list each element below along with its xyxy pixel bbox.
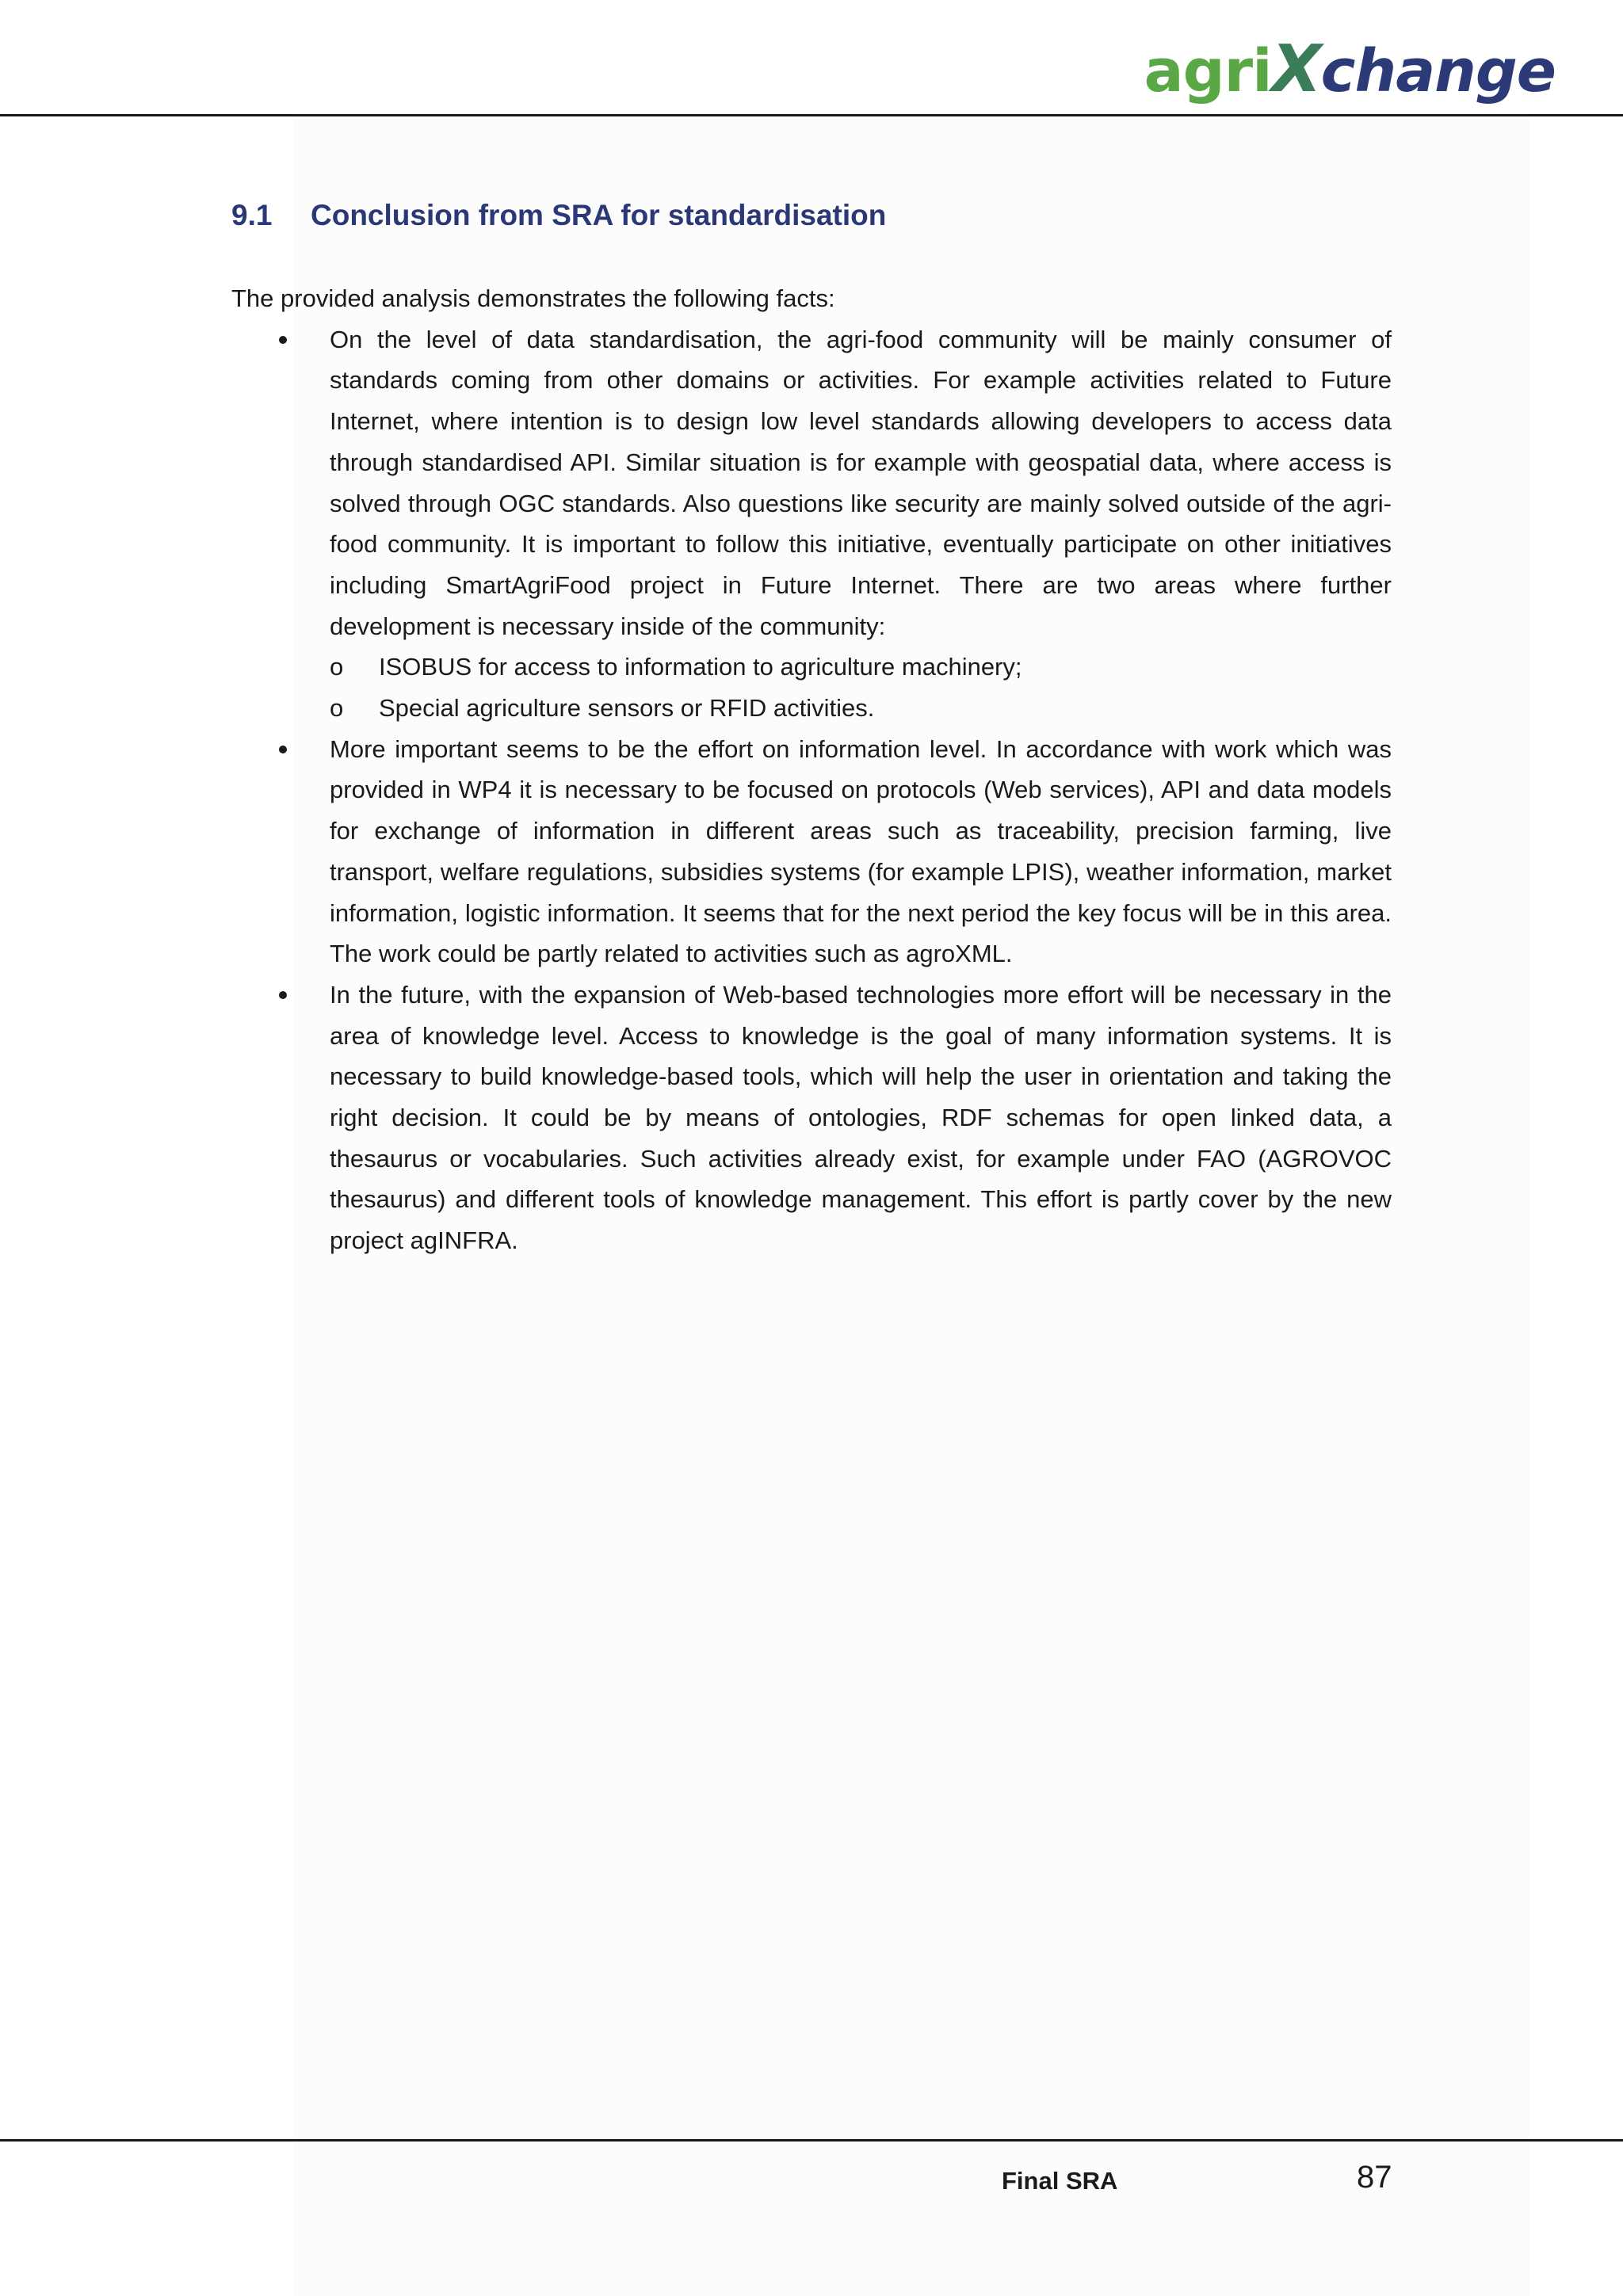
page-number: 87 bbox=[1357, 2160, 1392, 2195]
intro-paragraph: The provided analysis demonstrates the following facts: bbox=[231, 284, 835, 312]
list-item-text: More important seems to be the effort on information level. In accordance with work which was provided in WP4 it is necessary to be focused on protocols (Web services), API and data models for exchange of information in different areas such as traceability, precision farming, live transport, welfare regulations, subsidies systems (for example LPIS), weather information, market information, logistic information. It seems that for the next period the key focus will be in this area. The work could be partly related to activities such as agroXML. bbox=[330, 734, 1392, 968]
bullet-icon bbox=[279, 729, 311, 770]
section-heading bbox=[231, 193, 886, 238]
logo-agri-text: agri bbox=[1144, 37, 1272, 105]
logo-x-text: X bbox=[1271, 32, 1321, 107]
footer-divider bbox=[0, 2139, 1623, 2142]
circle-bullet-icon: o bbox=[330, 653, 344, 681]
logo-change-text: change bbox=[1320, 37, 1556, 105]
bullet-icon bbox=[279, 974, 311, 1016]
list-item bbox=[231, 319, 1392, 729]
sub-list-item bbox=[231, 646, 1392, 688]
list-item bbox=[231, 974, 1392, 1261]
list-item-text: In the future, with the expansion of Web-based technologies more effort will be necessary in the area of knowledge level. Access to knowledge is the goal of many information systems. It is necessary to build knowledge-based tools, which will help the user in orientation and taking the right decision. It could be by means of ontologies, RDF schemas for open linked data, a thesaurus or vocabularies. Such activities already exist, for example under FAO (AGROVOC thesaurus) and different tools of knowledge management. This effort is partly cover by the new project agINFRA. bbox=[330, 980, 1392, 1255]
section-title: Conclusion from SRA for standardisation bbox=[311, 199, 887, 231]
facts-list bbox=[231, 319, 1392, 1261]
list-item bbox=[231, 729, 1392, 974]
bullet-icon bbox=[279, 319, 311, 360]
circle-bullet-icon: o bbox=[330, 694, 344, 723]
footer-label: Final SRA bbox=[1002, 2167, 1118, 2195]
sub-list-item bbox=[231, 688, 1392, 729]
sub-list bbox=[231, 646, 1392, 728]
agrixchange-logo bbox=[1144, 30, 1556, 109]
header-divider bbox=[0, 114, 1623, 116]
sub-list-item-text: Special agriculture sensors or RFID activities. bbox=[379, 694, 875, 723]
list-item-text: On the level of data standardisation, the agri-food community will be mainly consumer of standards coming from other domains or activities. For example activities related to Future Internet, where intention is to design low level standards allowing developers to access data through standardised API. Similar situation is for example with geospatial data, where access is solved through OGC standards. Also questions like security are mainly solved outside of the agri-food community. It is important to follow this initiative, eventually participate on other initiatives including SmartAgriFood project in Future Internet. There are two areas where further development is necessary inside of the community: bbox=[330, 325, 1392, 640]
sub-list-item-text: ISOBUS for access to information to agriculture machinery; bbox=[379, 653, 1022, 681]
section-number: 9.1 bbox=[231, 199, 273, 231]
